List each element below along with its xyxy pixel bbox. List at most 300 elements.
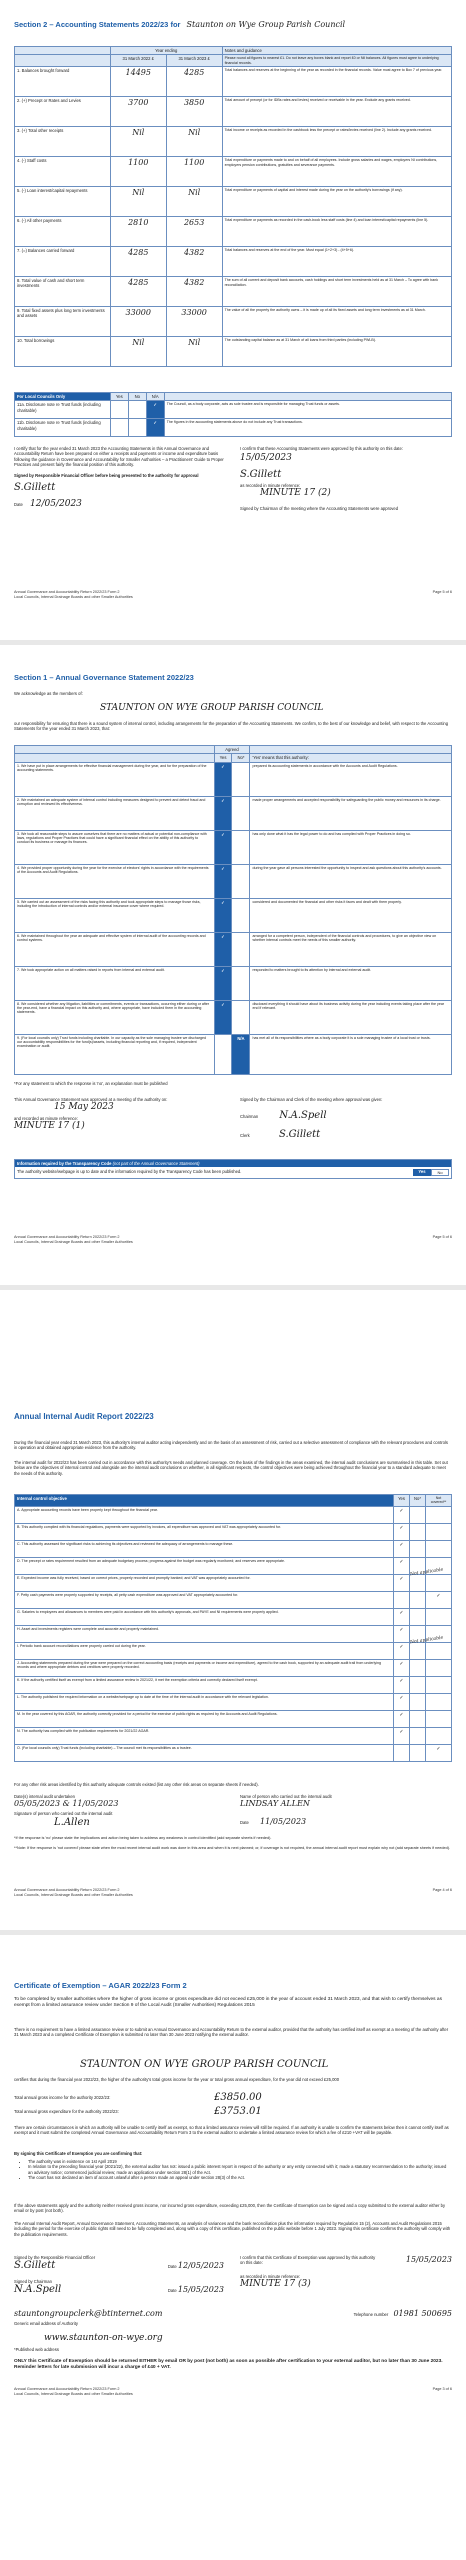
confirm-date: 15/05/2023 bbox=[405, 2255, 452, 2264]
chair-date: 15/05/2023 bbox=[177, 2285, 224, 2294]
statement-row bbox=[15, 932, 452, 966]
statement-row bbox=[15, 1034, 452, 1074]
controls-table bbox=[14, 1494, 452, 1762]
agreed-no[interactable] bbox=[232, 898, 250, 932]
control-no[interactable] bbox=[410, 1676, 426, 1693]
statement-means: during the year gave all persons interested the opportunity to inspect and ask questions about this authority's accounts. bbox=[250, 864, 452, 898]
control-not-covered[interactable]: ✓ bbox=[426, 1744, 452, 1761]
entity-name-handwritten: STAUNTON ON WYE GROUP PARISH COUNCIL bbox=[100, 703, 324, 713]
footer-form: Annual Governance and Accountability Return 2022/23 Form 2 bbox=[14, 1888, 120, 1892]
minute-label: as recorded in minute reference: bbox=[240, 2273, 301, 2279]
auditor-name-block bbox=[240, 1794, 452, 1827]
annotation-nc: Not applicable bbox=[409, 1635, 444, 1646]
statement-means: has only done what it has the legal power to do and has complied with Proper Practices in doing so. bbox=[250, 830, 452, 864]
statement-text: 5. We carried out an assessment of the risks facing this authority and took appropriate steps to manage those risks, including the introduction of internal controls and/or external insurance cover where required. bbox=[15, 898, 215, 932]
cert-signed-by: Signed by Responsible Financial Officer before being presented to the authority for approval bbox=[14, 473, 199, 478]
rfo-signature: S.Gillett bbox=[14, 2260, 56, 2272]
control-no[interactable] bbox=[410, 1727, 426, 1744]
means-header: 'Yes' means that this authority: bbox=[250, 754, 452, 762]
accounting-row bbox=[15, 307, 452, 337]
trust-row-11b-no[interactable] bbox=[128, 419, 146, 437]
value-2022[interactable]: 1100 bbox=[110, 157, 166, 187]
control-text: B. This authority complied with its financial regulations, payments were supported by invoices, all expenditure was approved and VAT was appropriately accounted for. bbox=[15, 1523, 394, 1540]
control-yes[interactable] bbox=[394, 1744, 410, 1761]
value-2023[interactable]: 33000 bbox=[166, 307, 222, 337]
agreed-no[interactable] bbox=[232, 1000, 250, 1034]
agreed-yes[interactable]: ✓ bbox=[214, 864, 232, 898]
confirm-text: I confirm that these Accounting Statements were approved by this authority on this date: bbox=[240, 446, 403, 451]
control-not-covered[interactable] bbox=[426, 1710, 452, 1727]
accounting-row bbox=[15, 337, 452, 367]
control-not-covered[interactable] bbox=[426, 1693, 452, 1710]
control-text: A. Appropriate accounting records have been properly kept throughout the financial year. bbox=[15, 1506, 394, 1523]
expenditure-value: £3753.01 bbox=[214, 2106, 262, 2117]
page-title: Section 1 – Annual Governance Statement 2022/23 bbox=[14, 673, 194, 682]
blank-header bbox=[15, 47, 111, 55]
row-note: The sum of all current and deposit bank accounts, cash holdings and short term investments held as at 31 March – To agree with bank reconciliation. bbox=[222, 277, 451, 307]
accounting-row bbox=[15, 247, 452, 277]
statement-means: prepared its accounting statements in accordance with the Accounts and Audit Regulations. bbox=[250, 762, 452, 796]
rfo-signature: S.Gillett bbox=[14, 482, 56, 494]
date-label: Date bbox=[14, 501, 23, 507]
rfo-block bbox=[14, 2255, 224, 2297]
agreed-no[interactable] bbox=[232, 932, 250, 966]
row-note: Total expenditure or payments as recorded in the cash-book less staff costs (line 4) and loan interest/capital repayments (line 5). bbox=[222, 217, 451, 247]
control-text: O. (For local councils only) Trust funds (including charitable) – The council met its responsibilities as a trustee. bbox=[15, 1744, 394, 1761]
agreed-yes[interactable]: ✓ bbox=[214, 966, 232, 1000]
agreed-yes[interactable]: ✓ bbox=[214, 796, 232, 830]
row-note: Total income or receipts as recorded in the cashbook less the precept or rates/levies received (line 2). Include any grants received. bbox=[222, 127, 451, 157]
control-row bbox=[15, 1744, 452, 1761]
contact-row bbox=[14, 2309, 452, 2319]
expenditure-row bbox=[14, 2106, 452, 2117]
control-no[interactable] bbox=[410, 1710, 426, 1727]
no-header: No* bbox=[410, 1495, 426, 1507]
chair-date-label: Date bbox=[167, 2288, 177, 2293]
control-row bbox=[15, 1625, 452, 1642]
agreed-yes[interactable]: ✓ bbox=[214, 830, 232, 864]
name-label: Name of person who carried out the internal audit bbox=[240, 1794, 332, 1799]
accounting-row bbox=[15, 277, 452, 307]
page-accounting-statements bbox=[0, 0, 466, 640]
control-yes[interactable]: ✓ bbox=[394, 1540, 410, 1557]
name-value: LINDSAY ALLEN bbox=[240, 1799, 310, 1809]
chair-signature: N.A.Spell bbox=[279, 1110, 327, 1122]
chair-signature: N.A.Spell bbox=[14, 2284, 62, 2295]
row-note: Total expenditure or payments made to and on behalf of all employees. Include gross salaries and wages, employers NI contributions, employers pension contributions, gratuities and severance payments. bbox=[222, 157, 451, 187]
chair-signature: S.Gillett bbox=[240, 468, 282, 480]
footer-form: Annual Governance and Accountability Return 2022/23 Form 2 bbox=[14, 2387, 120, 2391]
footer-authorities: Local Councils, Internal Drainage Boards and other Smaller Authorities bbox=[14, 1239, 133, 1244]
footer-page: Page 4 of 6 bbox=[432, 1888, 452, 1892]
control-yes[interactable]: ✓ bbox=[394, 1659, 410, 1676]
accounting-row bbox=[15, 157, 452, 187]
page-title: Certificate of Exemption – AGAR 2022/23 Form 2 bbox=[14, 1981, 187, 1990]
row-note: Total balances and reserves at the beginning of the year as recorded in the financial records. Value must agree to Box 7 of previous year. bbox=[222, 67, 451, 97]
statement-text: 6. We maintained throughout the year an adequate and effective system of internal audit of the accounting records and control systems. bbox=[15, 932, 215, 966]
bullet-item: • In relation to the preceding financial year (2021/22), the external auditor has not: issued a public interest report in respect of the authority or any entity connected with it; made a statutory recommendation to the authority; issued an advisory notice; commenced judicial review; made an application under section 28(1) of the Act. bbox=[28, 2164, 452, 2175]
not-covered-header: Not covered** bbox=[426, 1495, 452, 1507]
trust-table bbox=[14, 392, 452, 437]
control-row bbox=[15, 1727, 452, 1744]
control-no[interactable] bbox=[410, 1540, 426, 1557]
website-value: www.staunton-on-wye.org bbox=[44, 2333, 163, 2343]
row-label: 9. Total fixed assets plus long term investments and assets bbox=[15, 307, 111, 337]
control-text: G. Salaries to employees and allowances to members were paid in accordance with this authority's approvals, and PAYE and NI requirements were properly applied. bbox=[15, 1608, 394, 1625]
statement-row bbox=[15, 966, 452, 1000]
statement-text: 1. We have put in place arrangements for effective financial management during the year, and for the preparation of the accounting statements. bbox=[15, 762, 215, 796]
control-row bbox=[15, 1608, 452, 1625]
trust-row-11b-note: The figures in the accounting statements above do not include any Trust transactions. bbox=[164, 419, 451, 437]
row-label: 10. Total borrowings bbox=[15, 337, 111, 367]
control-text: K. If the authority certified itself as exempt from a limited assurance review in 2021/22, it met the exemption criteria and correctly declared itself exempt. bbox=[15, 1676, 394, 1693]
sig-date: 12/05/2023 bbox=[30, 498, 82, 509]
agreed-no[interactable] bbox=[232, 796, 250, 830]
blank-subheader bbox=[15, 55, 111, 67]
accounting-row bbox=[15, 127, 452, 157]
signatures-block bbox=[240, 1097, 452, 1141]
control-yes[interactable]: ✓ bbox=[394, 1727, 410, 1744]
control-not-covered[interactable] bbox=[426, 1574, 452, 1591]
control-row bbox=[15, 1523, 452, 1540]
control-row bbox=[15, 1710, 452, 1727]
col-2023-header: 31 March 2023 £ bbox=[166, 55, 222, 67]
statement-text: 9. (For local councils only) Trust funds including charitable. In our capacity as the sole managing trustee we discharged our accountability responsibilities for the fund(s)/assets, including financial reporting and, if required, independent examination or audit. bbox=[15, 1034, 215, 1074]
website-row bbox=[14, 2333, 452, 2344]
statement-means: considered and documented the financial and other risks it faces and dealt with them properly. bbox=[250, 898, 452, 932]
row-label: 7. (=) Balances carried forward bbox=[15, 247, 111, 277]
control-text: E. Expected income was fully received, based on correct prices, properly recorded and promptly banked; and VAT was appropriately accounted for. bbox=[15, 1574, 394, 1591]
value-2022[interactable]: 2810 bbox=[110, 217, 166, 247]
publish-text: The Annual Internal Audit Report, Annual Governance Statement, Accounting Statements, an analysis of variances and the bank reconciliation plus the information required by Regulation 15 (2), Accounts and Audit Regulations 2015 including the period for the exercise of public rights still need to be fully completed and, along with a copy of this certificate, published on the public website before 1 July 2023. Signing this certificate confirms the authority will comply with the publication requirements. bbox=[14, 2221, 451, 2237]
value-2022[interactable]: 33000 bbox=[110, 307, 166, 337]
trust-header: For Local Councils Only bbox=[15, 393, 111, 401]
date-value: 11/05/2023 bbox=[260, 1817, 307, 1827]
dates-value: 05/05/2023 & 11/05/2023 bbox=[14, 1799, 119, 1809]
control-not-covered[interactable] bbox=[426, 1727, 452, 1744]
intro-text: our responsibility for ensuring that there is a sound system of internal control, including arrangements for the preparation of the Accounting Statements. We confirm, to the best of our knowledge and belief, with respect to the Accounting Statements for the year ended 31 March 2023, that: bbox=[14, 721, 449, 732]
footer bbox=[14, 1235, 452, 1244]
trust-row-11a-note: The Council, as a body corporate, acts as sole trustee and is responsible for managing Trust funds or assets. bbox=[164, 401, 451, 419]
only-text: ONLY this Certificate of Exemption should be returned EITHER by email OR by post (not both) as soon as possible after certification to your external auditor, but no later than 30 June 2023. Reminder letters for late submission will incur a charge of £40 + VAT. bbox=[14, 2359, 443, 2370]
value-2023[interactable]: 4285 bbox=[166, 67, 222, 97]
value-2022[interactable]: 3700 bbox=[110, 97, 166, 127]
minute-ref: MINUTE 17 (1) bbox=[14, 1120, 85, 1131]
control-text: M. In the year covered by this AGAR, the authority correctly provided for a period for the exercise of public rights as required by the Accounts and Audit Regulations. bbox=[15, 1710, 394, 1727]
statement-text: 8. We considered whether any litigation, liabilities or commitments, events or transactions, occurring either during or after the year-end, have a financial impact on this authority and, where appropriate, have included them in the accounting statements. bbox=[15, 1000, 215, 1034]
note-2: **Note: If the response is 'not covered' please state when the most recent internal audit work was done in this area and when it is next planned; or, if coverage is not required, the annual internal audit report must explain why not (add separate sheets if needed). bbox=[14, 1846, 451, 1850]
trust-row-11a-na[interactable]: ✓ bbox=[146, 401, 164, 419]
footer bbox=[14, 590, 452, 599]
clerk-signature: S.Gillett bbox=[278, 1128, 321, 1140]
entity-name-handwritten: Staunton on Wye Group Parish Council bbox=[186, 20, 346, 29]
certifies-text: certifies that during the financial year 2022/23, the higher of the authority's total gross income for the year or total gross annual expenditure, for the year did not exceed £25,000 bbox=[14, 2077, 340, 2082]
control-not-covered[interactable] bbox=[426, 1676, 452, 1693]
value-2023[interactable]: 4382 bbox=[166, 277, 222, 307]
notes-header: Notes and guidance bbox=[222, 47, 451, 55]
closing-text: If the above statements apply and the authority neither received gross income, nor incurred gross expenditure, exceeding £25,000, then the Certificate of Exemption can be signed and a copy submitted to the external auditor either by email or by post (not both). bbox=[14, 2203, 446, 2214]
approved-date: 15 May 2023 bbox=[54, 1102, 114, 1113]
value-2022[interactable]: 4285 bbox=[110, 247, 166, 277]
page-governance-statement bbox=[0, 645, 466, 1285]
control-row bbox=[15, 1557, 452, 1574]
accounting-row bbox=[15, 217, 452, 247]
trust-notes-header bbox=[164, 393, 451, 401]
auditor-signature: L.Allen bbox=[54, 1816, 90, 1828]
trust-row-11b-yes[interactable] bbox=[110, 419, 128, 437]
value-2023[interactable]: Nil bbox=[166, 187, 222, 217]
trust-row-11b-label: 11b. Disclosure note re Trust funds (including charitable) bbox=[15, 419, 111, 437]
control-text: I. Periodic bank account reconciliations were properly carried out during the year. bbox=[15, 1642, 394, 1659]
statement-text: 7. We took appropriate action on all matters raised in reports from internal and external audit. bbox=[15, 966, 215, 1000]
q9-na[interactable]: N/A bbox=[232, 1034, 250, 1074]
statement-row bbox=[15, 864, 452, 898]
notes-subheader: Please round all figures to nearest £1. Do not leave any boxes blank and report £0 or Nil balances. All figures must agree to underlying financial records. bbox=[222, 55, 451, 67]
confirm-block bbox=[240, 2255, 452, 2290]
value-2022[interactable]: Nil bbox=[110, 337, 166, 367]
rfo-certification bbox=[14, 446, 224, 510]
email-value: stauntongroupclerk@btinternet.com bbox=[14, 2309, 163, 2318]
website-label: *Published web address bbox=[14, 2347, 59, 2352]
accounting-row bbox=[15, 67, 452, 97]
control-not-covered[interactable] bbox=[426, 1523, 452, 1540]
agreed-no[interactable] bbox=[232, 762, 250, 796]
minute-ref: MINUTE 17 (3) bbox=[240, 2278, 311, 2289]
agreed-yes[interactable]: ✓ bbox=[214, 932, 232, 966]
transparency-box bbox=[14, 1159, 452, 1179]
transparency-yes[interactable]: Yes bbox=[413, 1169, 431, 1176]
footer-page: Page 3 of 6 bbox=[432, 2387, 452, 2391]
control-text: F. Petty cash payments were properly supported by receipts, all petty cash expenditure was approved and VAT appropriately accounted for. bbox=[15, 1591, 394, 1608]
statement-row bbox=[15, 898, 452, 932]
value-2023[interactable]: Nil bbox=[166, 127, 222, 157]
agreed-yes[interactable]: ✓ bbox=[214, 762, 232, 796]
row-label: 3. (+) Total other receipts bbox=[15, 127, 111, 157]
row-note: The value of all the property the authority owns – it is made up of all its fixed assets and long term investments as at 31 March. bbox=[222, 307, 451, 337]
trust-yes-header: Yes bbox=[110, 393, 128, 401]
control-row bbox=[15, 1693, 452, 1710]
control-no[interactable] bbox=[410, 1506, 426, 1523]
value-2023[interactable]: Nil bbox=[166, 337, 222, 367]
value-2023[interactable]: 1100 bbox=[166, 157, 222, 187]
signed-label: Signed by the Chairman and Clerk of the meeting where approval was given: bbox=[240, 1097, 383, 1102]
expenditure-label: Total annual gross expenditure for the authority 2022/23: bbox=[14, 2109, 119, 2114]
rfo-date: 12/05/2023 bbox=[177, 2261, 224, 2271]
control-no[interactable] bbox=[410, 1591, 426, 1608]
row-label: 4. (-) Staff costs bbox=[15, 157, 111, 187]
phone-value: 01981 500695 bbox=[393, 2309, 452, 2318]
control-not-covered[interactable] bbox=[426, 1642, 452, 1659]
row-label: 2. (+) Precept or Rates and Levies bbox=[15, 97, 111, 127]
minute-label: and recorded as minute reference: bbox=[14, 1115, 79, 1121]
agreed-yes[interactable]: ✓ bbox=[214, 1000, 232, 1034]
income-value: £3850.00 bbox=[214, 2092, 262, 2103]
bullet-item: • The court has not declared an item of account unlawful after a person made an appeal under section 28(3) of the Act. bbox=[28, 2175, 452, 2180]
blank-header bbox=[15, 746, 215, 754]
statement-means: responded to matters brought to its attention by internal and external audit. bbox=[250, 966, 452, 1000]
year-ending-header: Year ending bbox=[110, 47, 222, 55]
intro-text: To be completed by smaller authorities where the higher of gross income or gross expenditure did not exceed £25,000 in the year of account ended 31 March 2023, and that wish to certify themselves as exempt from a limited assurance review under Section 9 of the Local Audit (Smaller Authorities) Regulations 2015 bbox=[14, 1997, 442, 2008]
footer-page: Page 5 of 6 bbox=[432, 590, 452, 594]
control-row bbox=[15, 1659, 452, 1676]
control-no[interactable] bbox=[410, 1744, 426, 1761]
no-header: No* bbox=[232, 754, 250, 762]
row-note: Total expenditure or payments of capital and interest made during the year on the authority's borrowings (if any). bbox=[222, 187, 451, 217]
approve-date: 15/05/2023 bbox=[240, 453, 292, 464]
transparency-text: The authority website/webpage is up to date and the information required by the Transparency Code has been published. bbox=[17, 1169, 242, 1175]
agreed-header: Agreed bbox=[214, 746, 250, 754]
statement-text: 4. We provided proper opportunity during the year for the exercise of electors' rights in accordance with the requirements of the Accounts and Audit Regulations. bbox=[15, 864, 215, 898]
control-row bbox=[15, 1506, 452, 1523]
sig-label: Signature of person who carried out the internal audit bbox=[14, 1811, 113, 1817]
control-not-covered[interactable] bbox=[426, 1608, 452, 1625]
trust-row-11b-na[interactable]: ✓ bbox=[146, 419, 164, 437]
accounting-table bbox=[14, 46, 452, 367]
control-row bbox=[15, 1676, 452, 1693]
cert-text: I certify that for the year ended 31 March 2023 the Accounting Statements in this Annual Governance and Accountability Return have been prepared on either a receipts and payments or income and expenditure basis following the guidance in Governance and Accountability for Smaller Authorities – a Practitioners' Guide to Proper Practices and present fairly the financial position of this authority. bbox=[14, 446, 224, 467]
row-label: 6. (-) All other payments bbox=[15, 217, 111, 247]
intro-2: The internal audit for 2022/23 has been carried out in accordance with this authority's needs and planned coverage. On the basis of the findings in the areas examined, the internal audit conclusions are summarised in this table. Set out below are the objectives of internal control and alongside are the internal audit conclusions on whether, in all significant respects, the control objectives were being achieved throughout the financial year to a standard adequate to meet the needs of this authority. bbox=[14, 1460, 448, 1476]
statement-means: made proper arrangements and accepted responsibility for safeguarding the public money and resources in its charge. bbox=[250, 796, 452, 830]
trust-row-11a-no[interactable] bbox=[128, 401, 146, 419]
control-yes[interactable]: ✓ bbox=[394, 1523, 410, 1540]
minute-label: as recorded in minute reference: bbox=[240, 483, 301, 488]
statement-means: arranged for a competent person, independent of the financial controls and procedures, to give an objective view on whether internal controls meet the needs of this smaller authority. bbox=[250, 932, 452, 966]
footer-page: Page 5 of 6 bbox=[432, 1235, 452, 1239]
email-label: Generic email address of Authority bbox=[14, 2321, 79, 2326]
control-row bbox=[15, 1574, 452, 1591]
control-yes[interactable]: ✓ bbox=[394, 1710, 410, 1727]
phone-label: Telephone number bbox=[353, 2312, 389, 2317]
control-yes[interactable]: ✓ bbox=[394, 1676, 410, 1693]
governance-table bbox=[14, 745, 452, 1075]
control-yes[interactable]: ✓ bbox=[394, 1693, 410, 1710]
control-text: N. The authority has complied with the publication requirements for 2021/22 AGAR. bbox=[15, 1727, 394, 1744]
accounting-row bbox=[15, 187, 452, 217]
agreed-no[interactable] bbox=[232, 830, 250, 864]
chair-label: Signed by Chairman bbox=[14, 2278, 52, 2284]
control-yes[interactable]: ✓ bbox=[394, 1557, 410, 1574]
chair-label: Signed by Chairman of the meeting where the Accounting Statements were approved bbox=[240, 505, 399, 511]
control-no[interactable] bbox=[410, 1523, 426, 1540]
row-label: 5. (-) Loan interest/capital repayments bbox=[15, 187, 111, 217]
transparency-no[interactable]: No bbox=[431, 1169, 449, 1176]
control-not-covered[interactable] bbox=[426, 1540, 452, 1557]
statement-row bbox=[15, 762, 452, 796]
footer-form: Annual Governance and Accountability Return 2022/23 Form 2 bbox=[14, 590, 120, 594]
control-not-covered[interactable] bbox=[426, 1659, 452, 1676]
page-title bbox=[14, 20, 345, 30]
transparency-title: Information required by the Transparency Code bbox=[17, 1161, 112, 1166]
control-row bbox=[15, 1591, 452, 1608]
value-2023[interactable]: 4382 bbox=[166, 247, 222, 277]
statement-row bbox=[15, 830, 452, 864]
confirm-label: I confirm that this Certificate of Exemption was approved by this authority on this date: bbox=[240, 2255, 376, 2266]
rfo-date-label: Date bbox=[167, 2264, 177, 2270]
approval-block bbox=[240, 446, 452, 511]
footer-authorities: Local Councils, Internal Drainage Boards and other Smaller Authorities bbox=[14, 1892, 133, 1897]
income-row bbox=[14, 2092, 452, 2103]
control-not-covered[interactable]: ✓ bbox=[426, 1591, 452, 1608]
value-2023[interactable]: 2653 bbox=[166, 217, 222, 247]
control-yes[interactable]: ✓ bbox=[394, 1625, 410, 1642]
footer-form: Annual Governance and Accountability Return 2022/23 Form 2 bbox=[14, 1235, 120, 1239]
agreed-yes[interactable]: ✓ bbox=[214, 898, 232, 932]
statement-row bbox=[15, 1000, 452, 1034]
other-risk-text: For any other risk areas identified by this authority adequate controls existed (list any other risk areas on separate sheets if needed). bbox=[14, 1782, 259, 1787]
control-yes[interactable]: ✓ bbox=[394, 1608, 410, 1625]
trust-no-header: No bbox=[128, 393, 146, 401]
value-2022[interactable]: 4285 bbox=[110, 277, 166, 307]
footer-authorities: Local Councils, Internal Drainage Boards and other Smaller Authorities bbox=[14, 2391, 133, 2396]
trust-na-header: N/A bbox=[146, 393, 164, 401]
agreed-no[interactable] bbox=[232, 966, 250, 1000]
control-text: L. The authority published the required information on a website/webpage up to date at the time of the internal audit in accordance with the relevant legislation. bbox=[15, 1693, 394, 1710]
entity-name-handwritten: STAUNTON ON WYE GROUP PARISH COUNCIL bbox=[80, 2059, 329, 2070]
clerk-label: Clerk bbox=[240, 1132, 250, 1138]
statement-row bbox=[15, 796, 452, 830]
row-note: Total amount of precept (or for IDBs rates and levies) received or receivable in the year. Exclude any grants received. bbox=[222, 97, 451, 127]
footer bbox=[14, 1888, 452, 1897]
control-yes[interactable]: ✓ bbox=[394, 1506, 410, 1523]
footer-authorities: Local Councils, Internal Drainage Boards and other Smaller Authorities bbox=[14, 594, 133, 599]
chairman-label: Chairman bbox=[240, 1114, 259, 1120]
circumstances-text: There are certain circumstances in which an authority will be unable to certify itself as exempt, so that a limited assurance review will still be required. If an authority is unable to confirm the statements below then it cannot certify itself as exempt and it must submit the completed Annual Governance and Accountability Return Form 3 to the external auditor to undertake a limited assurance review for which a fee of £210 +VAT will be payable. bbox=[14, 2125, 449, 2136]
yes-header: Yes bbox=[214, 754, 232, 762]
page-title: Annual Internal Audit Report 2022/23 bbox=[14, 1412, 154, 1421]
control-yes[interactable] bbox=[394, 1591, 410, 1608]
statement-text: 2. We maintained an adequate system of internal control including measures designed to prevent and detect fraud and corruption and reviewed its effectiveness. bbox=[15, 796, 215, 830]
control-no[interactable] bbox=[410, 1693, 426, 1710]
income-label: Total annual gross income for the authority 2022/23: bbox=[14, 2095, 111, 2100]
control-not-covered[interactable] bbox=[426, 1506, 452, 1523]
page-internal-audit bbox=[0, 1290, 466, 1930]
col-2022-header: 31 March 2022 £ bbox=[110, 55, 166, 67]
row-label: 1. Balances brought forward bbox=[15, 67, 111, 97]
agreed-no[interactable] bbox=[232, 864, 250, 898]
page-certificate-exemption bbox=[0, 1935, 466, 2560]
control-text: D. The precept or rates requirement resulted from an adequate budgetary process; progress against the budget was regularly monitored; and reserves were appropriate. bbox=[15, 1557, 394, 1574]
footer bbox=[14, 2387, 452, 2396]
control-yes[interactable]: ✓ bbox=[394, 1574, 410, 1591]
date-label: Date bbox=[240, 1820, 249, 1826]
rfo-label: Signed by the Responsible Financial Officer bbox=[14, 2255, 96, 2260]
control-no[interactable] bbox=[410, 1659, 426, 1676]
value-2022[interactable]: 14495 bbox=[110, 67, 166, 97]
value-2022[interactable]: Nil bbox=[110, 127, 166, 157]
statement-means: has met all of its responsibilities where as a body corporate it is a sole managing trustee of a local trust or trusts. bbox=[250, 1034, 452, 1074]
control-text: C. This authority assessed the significant risks to achieving its objectives and reviewed the adequacy of arrangements to manage these. bbox=[15, 1540, 394, 1557]
signing-text: By signing this Certificate of Exemption you are confirming that: bbox=[14, 2151, 143, 2156]
dates-label: Date(s) internal audit undertaken bbox=[14, 1794, 75, 1799]
blank-means-header bbox=[250, 746, 452, 754]
transparency-header bbox=[15, 1160, 451, 1167]
intro-1: During the financial year ended 31 March 2023, this authority's internal auditor acting independently and on the basis of an assessment of risk, carried out a selective assessment of compliance with the relevant procedures and controls in operation and obtained appropriate evidence from the authority. bbox=[14, 1440, 448, 1451]
value-2022[interactable]: Nil bbox=[110, 187, 166, 217]
trust-row-11a-yes[interactable] bbox=[110, 401, 128, 419]
statement-text: 3. We took all reasonable steps to assure ourselves that there are no matters of actual or potential non-compliance with laws, regulations and Proper Practices that could have a significant financial effect on the ability of this authority to conduct its business or manage its finances. bbox=[15, 830, 215, 864]
bullet-item: • The authority was in existence on 1st April 2019 bbox=[28, 2159, 452, 2164]
note-1: *If the response is 'no' please state the implications and action being taken to address any weakness in control identified (add separate sheets if needed). bbox=[14, 1836, 272, 1840]
control-text: J. Accounting statements prepared during the year were prepared on the correct accounting basis (receipts and payments or income and expenditure), agreed to the cash book, supported by an adequate audit trail from underlying records and where appropriate debtors and creditors were properly recorded. bbox=[15, 1659, 394, 1676]
statement-means: disclosed everything it should have about its business activity during the year including events taking place after the year end if relevant. bbox=[250, 1000, 452, 1034]
value-2023[interactable]: 3850 bbox=[166, 97, 222, 127]
yes-header: Yes bbox=[394, 1495, 410, 1507]
para-text: There is no requirement to have a limited assurance review or to submit an Annual Governance and Accountability Return to the external auditor, provided that the authority has certified itself as exempt at a meeting of the authority after 31 March 2023 and a completed Certificate of Exemption is submitted no later than 30 June 2023 notifying the external auditor. bbox=[14, 2027, 449, 2038]
q9-yes[interactable] bbox=[214, 1034, 232, 1074]
control-no[interactable] bbox=[410, 1608, 426, 1625]
control-yes[interactable]: ✓ bbox=[394, 1642, 410, 1659]
